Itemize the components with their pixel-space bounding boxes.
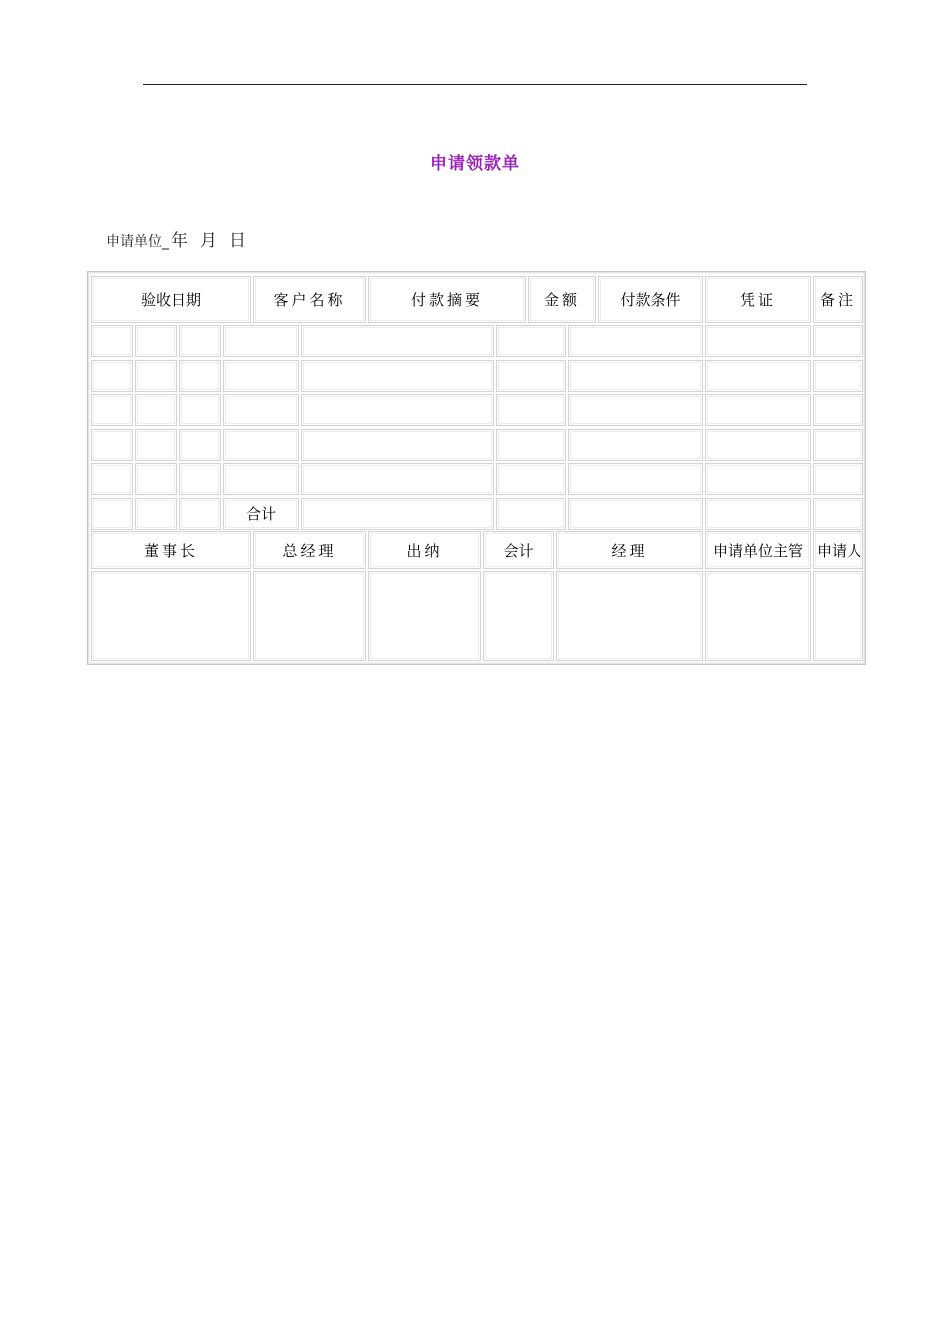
data-cell-date-day[interactable] bbox=[179, 463, 221, 495]
data-cell-date-year[interactable] bbox=[91, 463, 133, 495]
sig-cell-cashier[interactable] bbox=[368, 571, 481, 661]
data-cell-amount[interactable] bbox=[496, 325, 566, 357]
data-cell-summary[interactable] bbox=[301, 360, 494, 392]
data-cell-terms[interactable] bbox=[568, 394, 703, 426]
sig-cell-applicant[interactable] bbox=[813, 571, 863, 661]
page-title: 申请领款单 bbox=[430, 154, 520, 174]
header-voucher: 凭证 bbox=[705, 276, 811, 323]
data-cell-terms[interactable] bbox=[568, 463, 703, 495]
data-cell-date-month[interactable] bbox=[135, 463, 177, 495]
data-cell-date-year[interactable] bbox=[91, 325, 133, 357]
data-cell-summary[interactable] bbox=[301, 429, 494, 461]
data-cell-voucher[interactable] bbox=[705, 325, 811, 357]
data-cell-summary[interactable] bbox=[301, 325, 494, 357]
sig-cell-manager[interactable] bbox=[556, 571, 703, 661]
data-cell-terms[interactable] bbox=[568, 360, 703, 392]
data-cell-remarks[interactable] bbox=[813, 360, 863, 392]
data-cell-voucher[interactable] bbox=[705, 463, 811, 495]
sig-cell-chairman[interactable] bbox=[91, 571, 251, 661]
date-year: 年 bbox=[171, 231, 188, 251]
header-remarks: 备注 bbox=[813, 276, 863, 323]
total-row-cell-date-day[interactable] bbox=[179, 498, 221, 530]
data-cell-customer[interactable] bbox=[223, 325, 299, 357]
header-payment-summary: 付款摘要 bbox=[368, 276, 526, 323]
data-cell-remarks[interactable] bbox=[813, 463, 863, 495]
sig-header-manager: 经理 bbox=[556, 531, 703, 569]
unit-label: 申请单位_ bbox=[106, 234, 169, 250]
data-cell-summary[interactable] bbox=[301, 394, 494, 426]
date-month: 月 bbox=[200, 231, 217, 251]
applicant-unit-line bbox=[106, 226, 258, 251]
sig-header-applicant: 申请人 bbox=[813, 531, 863, 569]
total-row-cell-summary[interactable] bbox=[301, 498, 494, 530]
data-cell-date-day[interactable] bbox=[179, 429, 221, 461]
total-row-cell-terms[interactable] bbox=[568, 498, 703, 530]
data-cell-date-month[interactable] bbox=[135, 394, 177, 426]
data-cell-date-day[interactable] bbox=[179, 325, 221, 357]
data-cell-customer[interactable] bbox=[223, 463, 299, 495]
data-cell-date-day[interactable] bbox=[179, 360, 221, 392]
data-cell-remarks[interactable] bbox=[813, 429, 863, 461]
data-cell-remarks[interactable] bbox=[813, 325, 863, 357]
payment-form-table bbox=[87, 271, 866, 665]
header-acceptance-date: 验收日期 bbox=[91, 276, 251, 323]
sig-cell-unit-supervisor[interactable] bbox=[705, 571, 811, 661]
total-row-cell-remarks[interactable] bbox=[813, 498, 863, 530]
sig-header-general-manager: 总经理 bbox=[253, 531, 366, 569]
data-cell-summary[interactable] bbox=[301, 463, 494, 495]
total-label: 合计 bbox=[223, 498, 299, 530]
total-row-cell-amount[interactable] bbox=[496, 498, 566, 530]
total-row-cell-voucher[interactable] bbox=[705, 498, 811, 530]
sig-header-unit-supervisor: 申请单位主管 bbox=[705, 531, 811, 569]
data-cell-terms[interactable] bbox=[568, 429, 703, 461]
data-cell-amount[interactable] bbox=[496, 360, 566, 392]
data-cell-date-month[interactable] bbox=[135, 325, 177, 357]
data-cell-voucher[interactable] bbox=[705, 360, 811, 392]
total-row-cell-date-year[interactable] bbox=[91, 498, 133, 530]
total-row-cell-date-month[interactable] bbox=[135, 498, 177, 530]
data-cell-amount[interactable] bbox=[496, 463, 566, 495]
data-cell-date-year[interactable] bbox=[91, 360, 133, 392]
data-cell-remarks[interactable] bbox=[813, 394, 863, 426]
header-amount: 金额 bbox=[528, 276, 596, 323]
data-cell-date-day[interactable] bbox=[179, 394, 221, 426]
data-cell-voucher[interactable] bbox=[705, 394, 811, 426]
data-cell-date-month[interactable] bbox=[135, 360, 177, 392]
sig-cell-accountant[interactable] bbox=[483, 571, 554, 661]
data-cell-amount[interactable] bbox=[496, 394, 566, 426]
sig-cell-general-manager[interactable] bbox=[253, 571, 366, 661]
data-cell-customer[interactable] bbox=[223, 394, 299, 426]
header-payment-terms: 付款条件 bbox=[598, 276, 703, 323]
data-cell-date-year[interactable] bbox=[91, 429, 133, 461]
data-cell-customer[interactable] bbox=[223, 360, 299, 392]
sig-header-cashier: 出纳 bbox=[368, 531, 481, 569]
data-cell-amount[interactable] bbox=[496, 429, 566, 461]
data-cell-terms[interactable] bbox=[568, 325, 703, 357]
sig-header-accountant: 会计 bbox=[483, 531, 554, 569]
data-cell-date-month[interactable] bbox=[135, 429, 177, 461]
header-customer-name: 客户名称 bbox=[253, 276, 366, 323]
sig-header-chairman: 董事长 bbox=[91, 531, 251, 569]
data-cell-voucher[interactable] bbox=[705, 429, 811, 461]
data-cell-date-year[interactable] bbox=[91, 394, 133, 426]
top-rule bbox=[143, 84, 807, 85]
date-day: 日 bbox=[229, 231, 246, 251]
data-cell-customer[interactable] bbox=[223, 429, 299, 461]
